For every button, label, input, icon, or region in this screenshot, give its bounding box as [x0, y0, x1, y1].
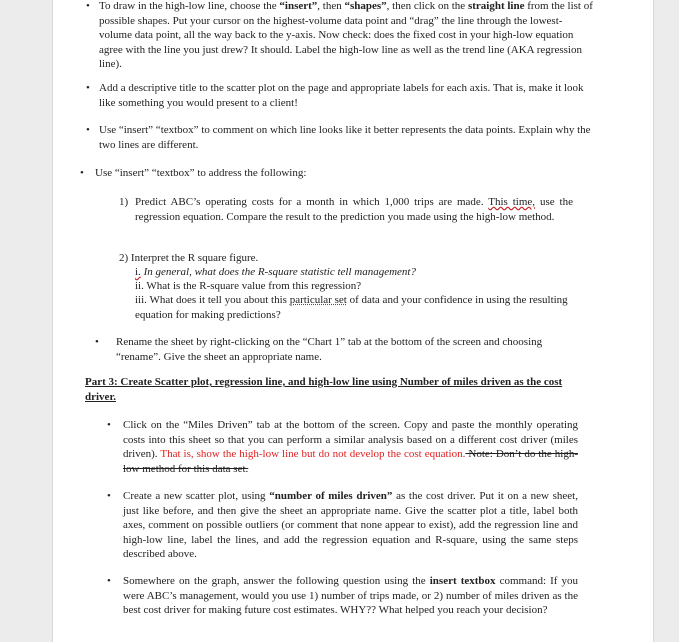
bullet-marker: •: [107, 575, 111, 587]
text-flagged: particular set: [289, 294, 347, 306]
question-r-square-i: [135, 265, 575, 280]
instruction-textbox-address: Use “insert” “textbox” to address the following:: [95, 167, 307, 179]
instruction-add-title: Add a descriptive title to the scatter plot on the page and appropriate labels for each axis. That is, make it look like something you would present to a client!: [99, 82, 584, 109]
bullet-marker: •: [86, 0, 90, 12]
question-r-square-iii: [135, 293, 575, 322]
instruction-miles-driven-tab: [123, 418, 578, 476]
instruction-rename-sheet: Rename the sheet by right-clicking on the “Chart 1” tab at the bottom of the screen and choosing “rename”. Give the sheet an appropriate name.: [116, 336, 543, 363]
bullet-marker: •: [86, 82, 90, 94]
text: Somewhere on the graph, answer the following question using the: [123, 575, 430, 587]
text-bold: straight line: [467, 0, 525, 12]
text: as the cost driver. Put it on a new sheet, just like before, and then give the sheet an appropriate name. Give the scatter plot a title, label both axes, comment on possible outliers (or comment that none appear to exist), add the regression line and high-low line, label the lines, and add the regression equation and R-square, using the same steps described above.: [123, 490, 578, 561]
text-bold: “number of miles driven”: [269, 490, 393, 502]
instruction-textbox-comment: Use “insert” “textbox” to comment on which line looks like it better represents the data points. Explain why the two lines are different.: [99, 124, 591, 151]
text-bold: insert textbox: [429, 575, 496, 587]
bullet-marker: •: [95, 336, 99, 348]
question-r-square-heading: 2) Interpret the R square figure.: [119, 252, 259, 264]
instruction-new-scatter-plot: [123, 489, 578, 562]
text: Create a new scatter plot, using: [123, 490, 270, 502]
text-red: That is, show the high-low line but do not develop the cost equation.: [160, 448, 466, 461]
text: , then click on the: [386, 0, 468, 12]
section-heading-part3: Part 3: Create Scatter plot, regression line, and high-low line using Number of miles driven as the cost driver.: [85, 376, 563, 403]
question-r-square-ii: ii. What is the R-square value from this regression?: [135, 280, 362, 292]
text: , then: [317, 0, 345, 12]
bullet-marker: •: [107, 490, 111, 502]
text: use the regression equation. Compare the result to the prediction you made using the high-low method.: [135, 196, 573, 223]
instruction-answer-question: [123, 574, 578, 618]
text: To draw in the high-low line, choose the: [99, 0, 280, 12]
text: of data and your confidence in using the resulting equation for making predictions?: [135, 294, 568, 321]
bullet-marker: •: [86, 124, 90, 136]
text: from the list of possible shapes. Put your cursor on the highest-volume data point and “drag” the line through the lowest-volume data point, all the way back to the y-axis. Now check: does the fixed cost in your high-low equation agree with the line you just drew? It should. Label the high-low line as well as the trend line (AKA regression line).: [99, 0, 593, 71]
text-italic: In general, what does the R-square statistic tell management?: [140, 266, 416, 278]
question-predict-costs: [135, 195, 573, 224]
text: command: If you were ABC’s management, would you use 1) number of trips made, or 2) number of miles driven as the best cost driver for making future cost estimates. WHY?? What helped you reach your decision?: [123, 575, 578, 617]
document-page: [52, 0, 654, 642]
text-bold: “insert”: [279, 0, 318, 12]
text: iii. What does it tell you about this: [135, 294, 290, 306]
instruction-draw-high-low: [99, 0, 593, 72]
text: Click on the “Miles Driven” tab at the bottom of the screen. Copy and paste the monthly operating costs into this sheet so that you can perform a similar analysis based on a different cost driver (miles driven).: [123, 419, 578, 461]
list-number: 1): [119, 196, 129, 208]
bullet-marker: •: [107, 419, 111, 431]
text: Predict ABC’s operating costs for a month in which 1,000 trips are made.: [135, 196, 489, 208]
text-flagged: This time,: [488, 196, 536, 208]
text-flagged: i.: [135, 266, 141, 278]
text-bold: “shapes”: [344, 0, 387, 12]
text-strikethrough: Note: Don’t do the high-low method for this data set.: [123, 448, 579, 475]
bullet-marker: •: [80, 167, 84, 179]
